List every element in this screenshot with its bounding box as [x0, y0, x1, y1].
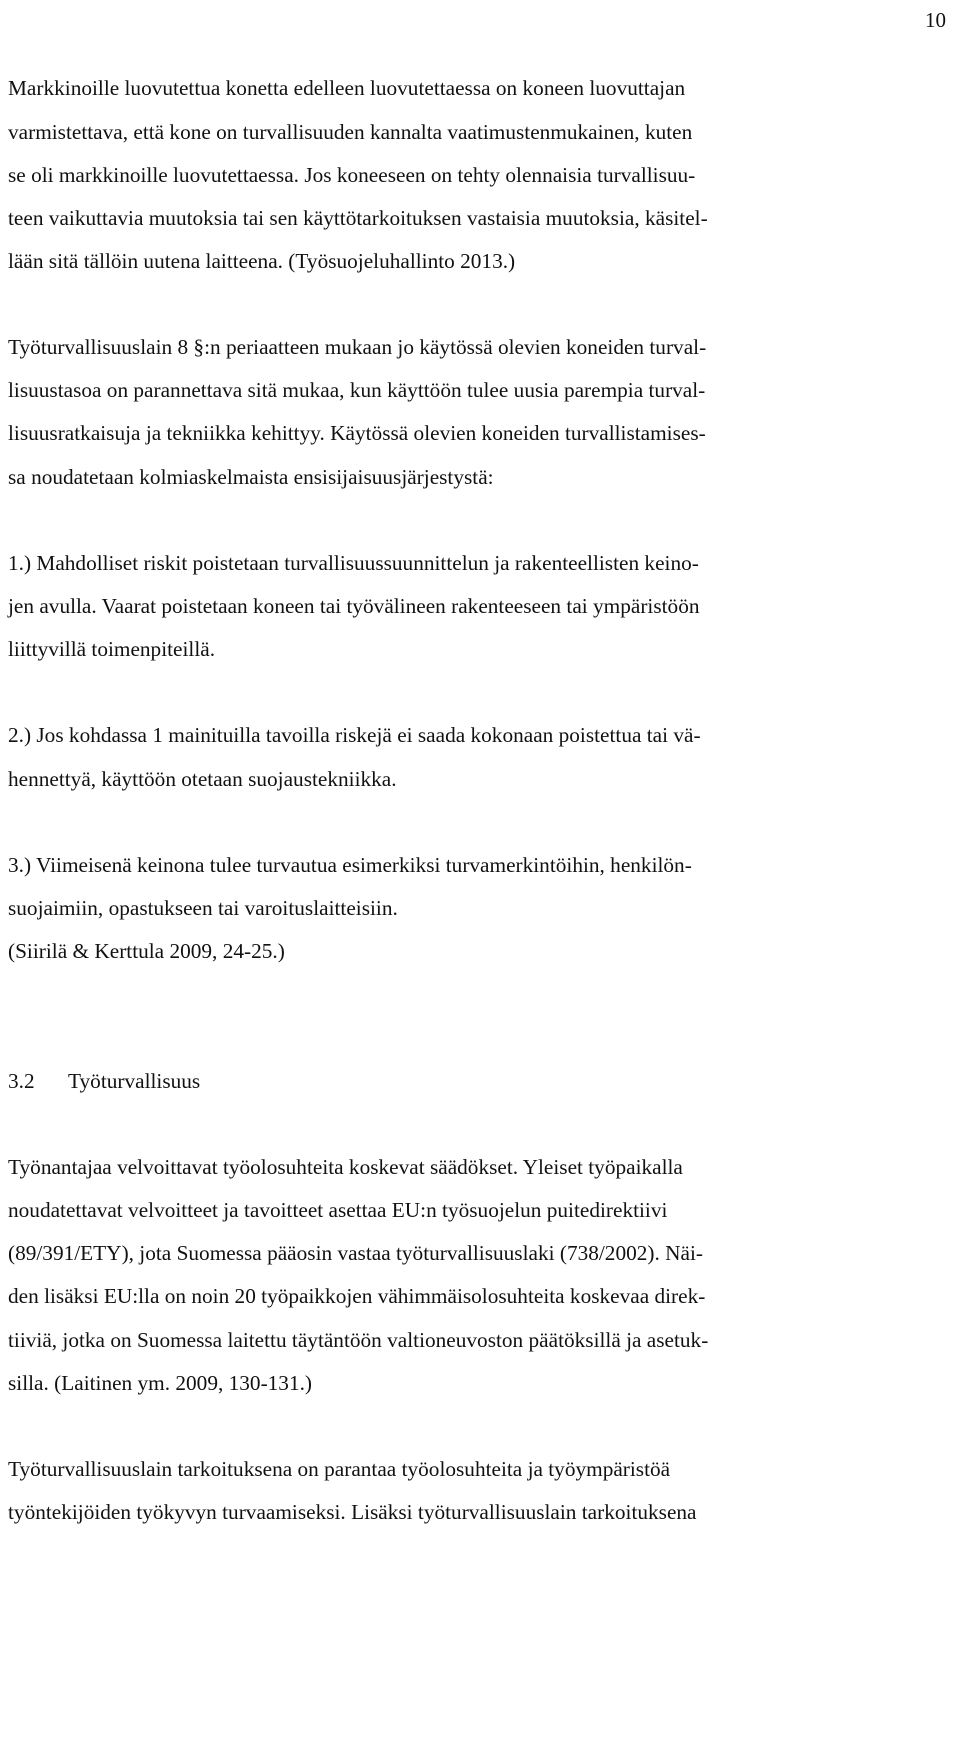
paragraph-6-line-2: noudatettavat velvoitteet ja tavoitteet asettaa EU:n työsuojelun puitedirektiivi [8, 1198, 668, 1222]
paragraph-6-line-3: (89/391/ETY), jota Suomessa pääosin vastaa työturvallisuuslaki (738/2002). Näi- [8, 1241, 703, 1265]
paragraph-6-line-1: Työnantajaa velvoittavat työolosuhteita koskevat säädökset. Yleiset työpaikalla [8, 1155, 683, 1179]
paragraph-4-line-1: 2.) Jos kohdassa 1 mainituilla tavoilla riskejä ei saada kokonaan poistettua tai vä- [8, 723, 701, 747]
paragraph-2-line-3: lisuusratkaisuja ja tekniikka kehittyy. Käytössä olevien koneiden turvallistamises- [8, 421, 706, 445]
paragraph-5-line-2: suojaimiin, opastukseen tai varoituslaitteisiin. [8, 896, 398, 920]
paragraph-2-line-1: Työturvallisuuslain 8 §:n periaatteen mukaan jo käytössä olevien koneiden turval- [8, 335, 707, 359]
paragraph-1-line-3: se oli markkinoille luovutettaessa. Jos koneeseen on tehty olennaisia turvallisuu- [8, 163, 696, 187]
paragraph-6-line-5: tiiviä, jotka on Suomessa laitettu täytäntöön valtioneuvoston päätöksillä ja asetuk- [8, 1328, 709, 1352]
paragraph-4-line-2: hennettyä, käyttöön otetaan suojaustekniikka. [8, 767, 397, 791]
paragraph-3-line-1: 1.) Mahdolliset riskit poistetaan turvallisuussuunnittelun ja rakenteellisten keino- [8, 551, 699, 575]
paragraph-2-line-2: lisuustasoa on parannettava sitä mukaa, kun käyttöön tulee uusia parempia turval- [8, 378, 706, 402]
paragraph-6-line-4: den lisäksi EU:lla on noin 20 työpaikkojen vähimmäisolosuhteita koskevaa direk- [8, 1284, 706, 1308]
paragraph-2-line-4: sa noudatetaan kolmiaskelmaista ensisijaisuusjärjestystä: [8, 465, 494, 489]
paragraph-3-line-3: liittyvillä toimenpiteillä. [8, 637, 216, 661]
paragraph-1-line-5: lään sitä tällöin uutena laitteena. (Työsuojeluhallinto 2013.) [8, 249, 516, 273]
paragraph-7-line-1: Työturvallisuuslain tarkoituksena on parantaa työolosuhteita ja työympäristöä [8, 1457, 671, 1481]
section-heading-title: Työturvallisuus [68, 1069, 201, 1093]
paragraph-1-line-4: teen vaikuttavia muutoksia tai sen käyttötarkoituksen vastaisia muutoksia, käsitel- [8, 206, 708, 230]
paragraph-7-line-2: työntekijöiden työkyvyn turvaamiseksi. Lisäksi työturvallisuuslain tarkoituksena [8, 1500, 697, 1524]
paragraph-5-line-3: (Siirilä & Kerttula 2009, 24-25.) [8, 939, 285, 963]
page-number: 10 [925, 8, 946, 32]
paragraph-6-line-6: silla. (Laitinen ym. 2009, 130-131.) [8, 1371, 313, 1395]
section-heading [8, 1066, 200, 1096]
paragraph-5-line-1: 3.) Viimeisenä keinona tulee turvautua esimerkiksi turvamerkintöihin, henkilön- [8, 853, 692, 877]
section-heading-number: 3.2 [8, 1069, 35, 1093]
paragraph-1-line-1: Markkinoille luovutettua konetta edelleen luovutettaessa on koneen luovuttajan [8, 76, 686, 100]
paragraph-1-line-2: varmistettava, että kone on turvallisuuden kannalta vaatimustenmukainen, kuten [8, 120, 693, 144]
paragraph-3-line-2: jen avulla. Vaarat poistetaan koneen tai työvälineen rakenteeseen tai ympäristöön [8, 594, 700, 618]
